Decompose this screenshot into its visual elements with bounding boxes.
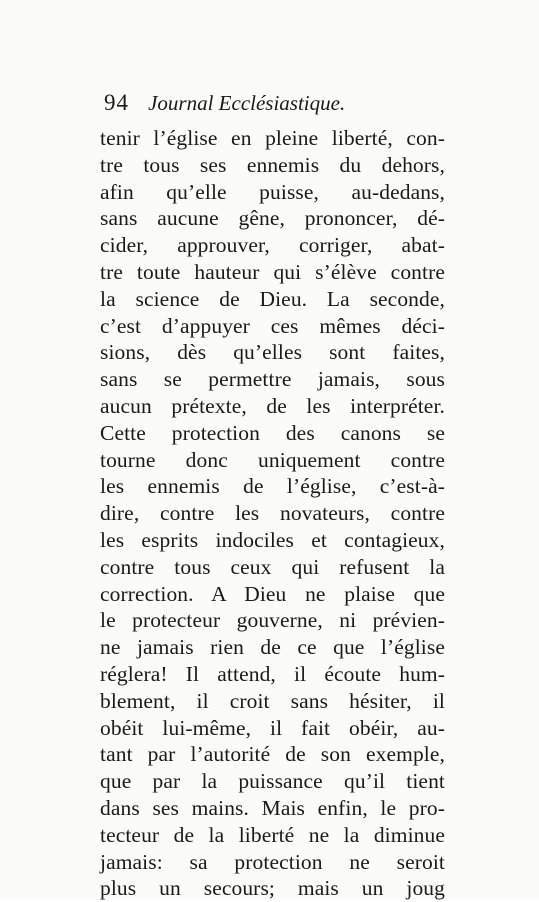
body-text — [100, 125, 445, 902]
text-line: blement, il croit sans hésiter, il — [100, 688, 445, 713]
page-header — [104, 90, 345, 126]
page-number: 94 — [104, 90, 129, 115]
text-line: que par la puissance qu’il tient — [100, 769, 445, 794]
text-line: c’est d’appuyer ces mêmes déci- — [100, 313, 445, 338]
text-line: réglera! Il attend, il écoute hum- — [100, 661, 445, 686]
text-line: la science de Dieu. La seconde, — [100, 286, 445, 311]
text-line: les ennemis de l’église, c’est-à- — [100, 474, 445, 499]
text-line: dans ses mains. Mais enfin, le pro- — [100, 795, 445, 820]
text-line: les esprits indociles et contagieux, — [100, 527, 445, 552]
text-line: sions, dès qu’elles sont faites, — [100, 340, 445, 365]
running-title: Journal Ecclésiastique. — [148, 91, 346, 115]
text-line: ne jamais rien de ce que l’église — [100, 635, 445, 660]
text-line: sans se permettre jamais, sous — [100, 367, 445, 392]
text-line: tenir l’église en pleine liberté, con- — [100, 126, 445, 150]
text-line: correction. A Dieu ne plaise que — [100, 581, 445, 606]
text-line: afin qu’elle puisse, au-dedans, — [100, 179, 445, 204]
text-line: tourne donc uniquement contre — [100, 447, 445, 472]
text-line: aucun prétexte, de les interpréter. — [100, 393, 445, 418]
text-line: tre tous ses ennemis du dehors, — [100, 152, 445, 177]
text-line: jamais: sa protection ne seroit — [100, 849, 445, 874]
text-line: sans aucune gêne, prononcer, dé- — [100, 206, 445, 231]
text-line: le protecteur gouverne, ni prévien- — [100, 608, 445, 633]
text-line: tre toute hauteur qui s’élève contre — [100, 259, 445, 284]
text-line: plus un secours; mais un joug — [100, 876, 445, 901]
text-line: cider, approuver, corriger, abat- — [100, 233, 445, 258]
text-line: obéit lui-même, il fait obéir, au- — [100, 715, 445, 740]
text-line: contre tous ceux qui refusent la — [100, 554, 445, 579]
text-line: tecteur de la liberté ne la diminue — [100, 822, 445, 847]
text-line: dire, contre les novateurs, contre — [100, 501, 445, 526]
text-line: Cette protection des canons se — [100, 420, 445, 445]
text-line: tant par l’autorité de son exemple, — [100, 742, 445, 767]
